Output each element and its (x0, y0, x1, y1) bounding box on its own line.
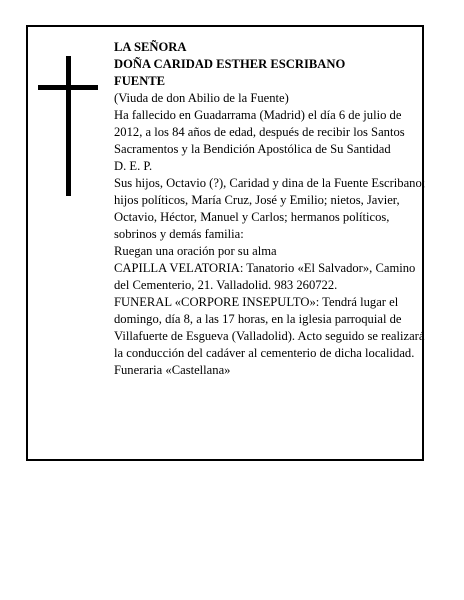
rest-in-peace: D. E. P. (114, 159, 153, 173)
cross-vertical-bar (66, 56, 71, 196)
obituary-text (114, 39, 432, 379)
widow-note: (Viuda de don Abilio de la Fuente) (114, 91, 289, 105)
prayer-request: Ruegan una oración por su alma (114, 244, 277, 258)
death-announcement: Ha fallecido en Guadarrama (Madrid) el día 6 de julio de 2012, a los 84 años de edad, después de recibir los Santos Sacramentos y la Bendición Apostólica de Su Santidad (114, 108, 405, 156)
latin-cross-icon (38, 56, 98, 196)
deceased-name-line-1: DOÑA CARIDAD ESTHER ESCRIBANO (114, 57, 346, 71)
family-list: Sus hijos, Octavio (?), Caridad y dina de la Fuente Escribano; hijos políticos, María Cruz, José y Emilio; nietos, Javier, Octavio, Héctor, Manuel y Carlos; hermanos políticos, sobrinos y demás familia: (114, 176, 426, 241)
funeral-home: Funeraria «Castellana» (114, 363, 231, 377)
chapel-info: CAPILLA VELATORIA: Tanatorio «El Salvador», Camino del Cementerio, 21. Valladolid. 983 260722. (114, 261, 416, 292)
funeral-info: FUNERAL «CORPORE INSEPULTO»: Tendrá lugar el domingo, día 8, a las 17 horas, en la iglesia parroquial de Villafuerte de Esgueva (Valladolid). Acto seguido se realizará la conducción del cadáver al cementerio de dicha localidad. (114, 295, 425, 360)
deceased-name-line-2: FUENTE (114, 74, 166, 88)
cross-horizontal-bar (38, 85, 98, 90)
obituary-title: LA SEÑORA (114, 40, 187, 54)
